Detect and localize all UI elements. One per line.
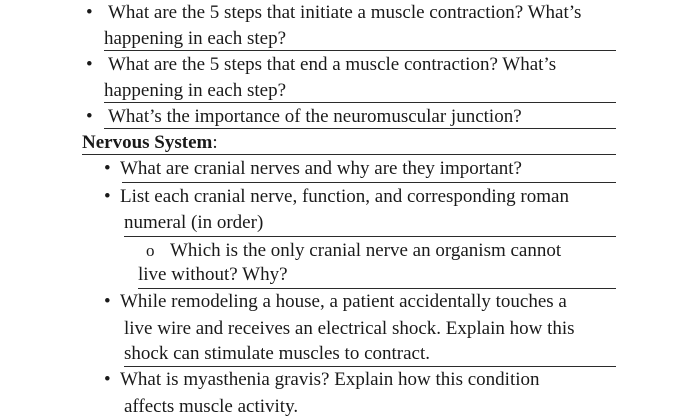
question-3-line-1 [86, 104, 522, 130]
answer-line [104, 102, 616, 103]
section-colon: : [212, 132, 218, 153]
sub-question-1-line-2: live without? Why? [138, 264, 288, 285]
bullet-marker: • [104, 186, 111, 207]
question-6-line-1 [104, 289, 567, 315]
question-5-text: List each cranial nerve, function, and corresponding roman [120, 186, 569, 207]
question-6-line-2: live wire and receives an electrical shock. Explain how this [124, 318, 575, 339]
answer-line [82, 154, 616, 155]
answer-line [104, 50, 616, 51]
answer-line [104, 128, 616, 129]
sub-bullet-marker: o [146, 241, 155, 260]
bullet-marker: • [104, 158, 111, 179]
question-5-line-2: numeral (in order) [124, 212, 264, 233]
question-1-line-2: happening in each step? [104, 28, 287, 49]
question-4-line-1 [104, 156, 522, 182]
sub-question-1-text: Which is the only cranial nerve an organism cannot [170, 240, 562, 261]
question-1-line-1 [86, 0, 581, 26]
question-4-text: What are cranial nerves and why are they important? [120, 158, 522, 179]
question-7-line-2: affects muscle activity. [124, 396, 299, 416]
answer-line [124, 236, 616, 237]
answer-line [122, 182, 616, 183]
bullet-marker: • [86, 2, 93, 23]
section-title: Nervous System [82, 132, 213, 153]
section-heading [82, 130, 218, 156]
bullet-marker: • [86, 54, 93, 75]
question-2-line-2: happening in each step? [104, 80, 287, 101]
question-7-line-1 [104, 367, 540, 393]
question-7-text: What is myasthenia gravis? Explain how this condition [120, 369, 540, 390]
bullet-marker: • [86, 106, 93, 127]
question-6-text: While remodeling a house, a patient accidentally touches a [120, 291, 567, 312]
question-2-line-1 [86, 52, 556, 78]
question-2-text: What are the 5 steps that end a muscle contraction? What’s [108, 54, 557, 75]
question-6-line-3: shock can stimulate muscles to contract. [124, 343, 431, 364]
question-5-line-1 [104, 184, 569, 210]
bullet-marker: • [104, 291, 111, 312]
question-3-text: What’s the importance of the neuromuscular junction? [108, 106, 522, 127]
bullet-marker: • [104, 369, 111, 390]
sub-question-1-line-1 [146, 238, 561, 264]
question-1-text: What are the 5 steps that initiate a muscle contraction? What’s [108, 2, 582, 23]
